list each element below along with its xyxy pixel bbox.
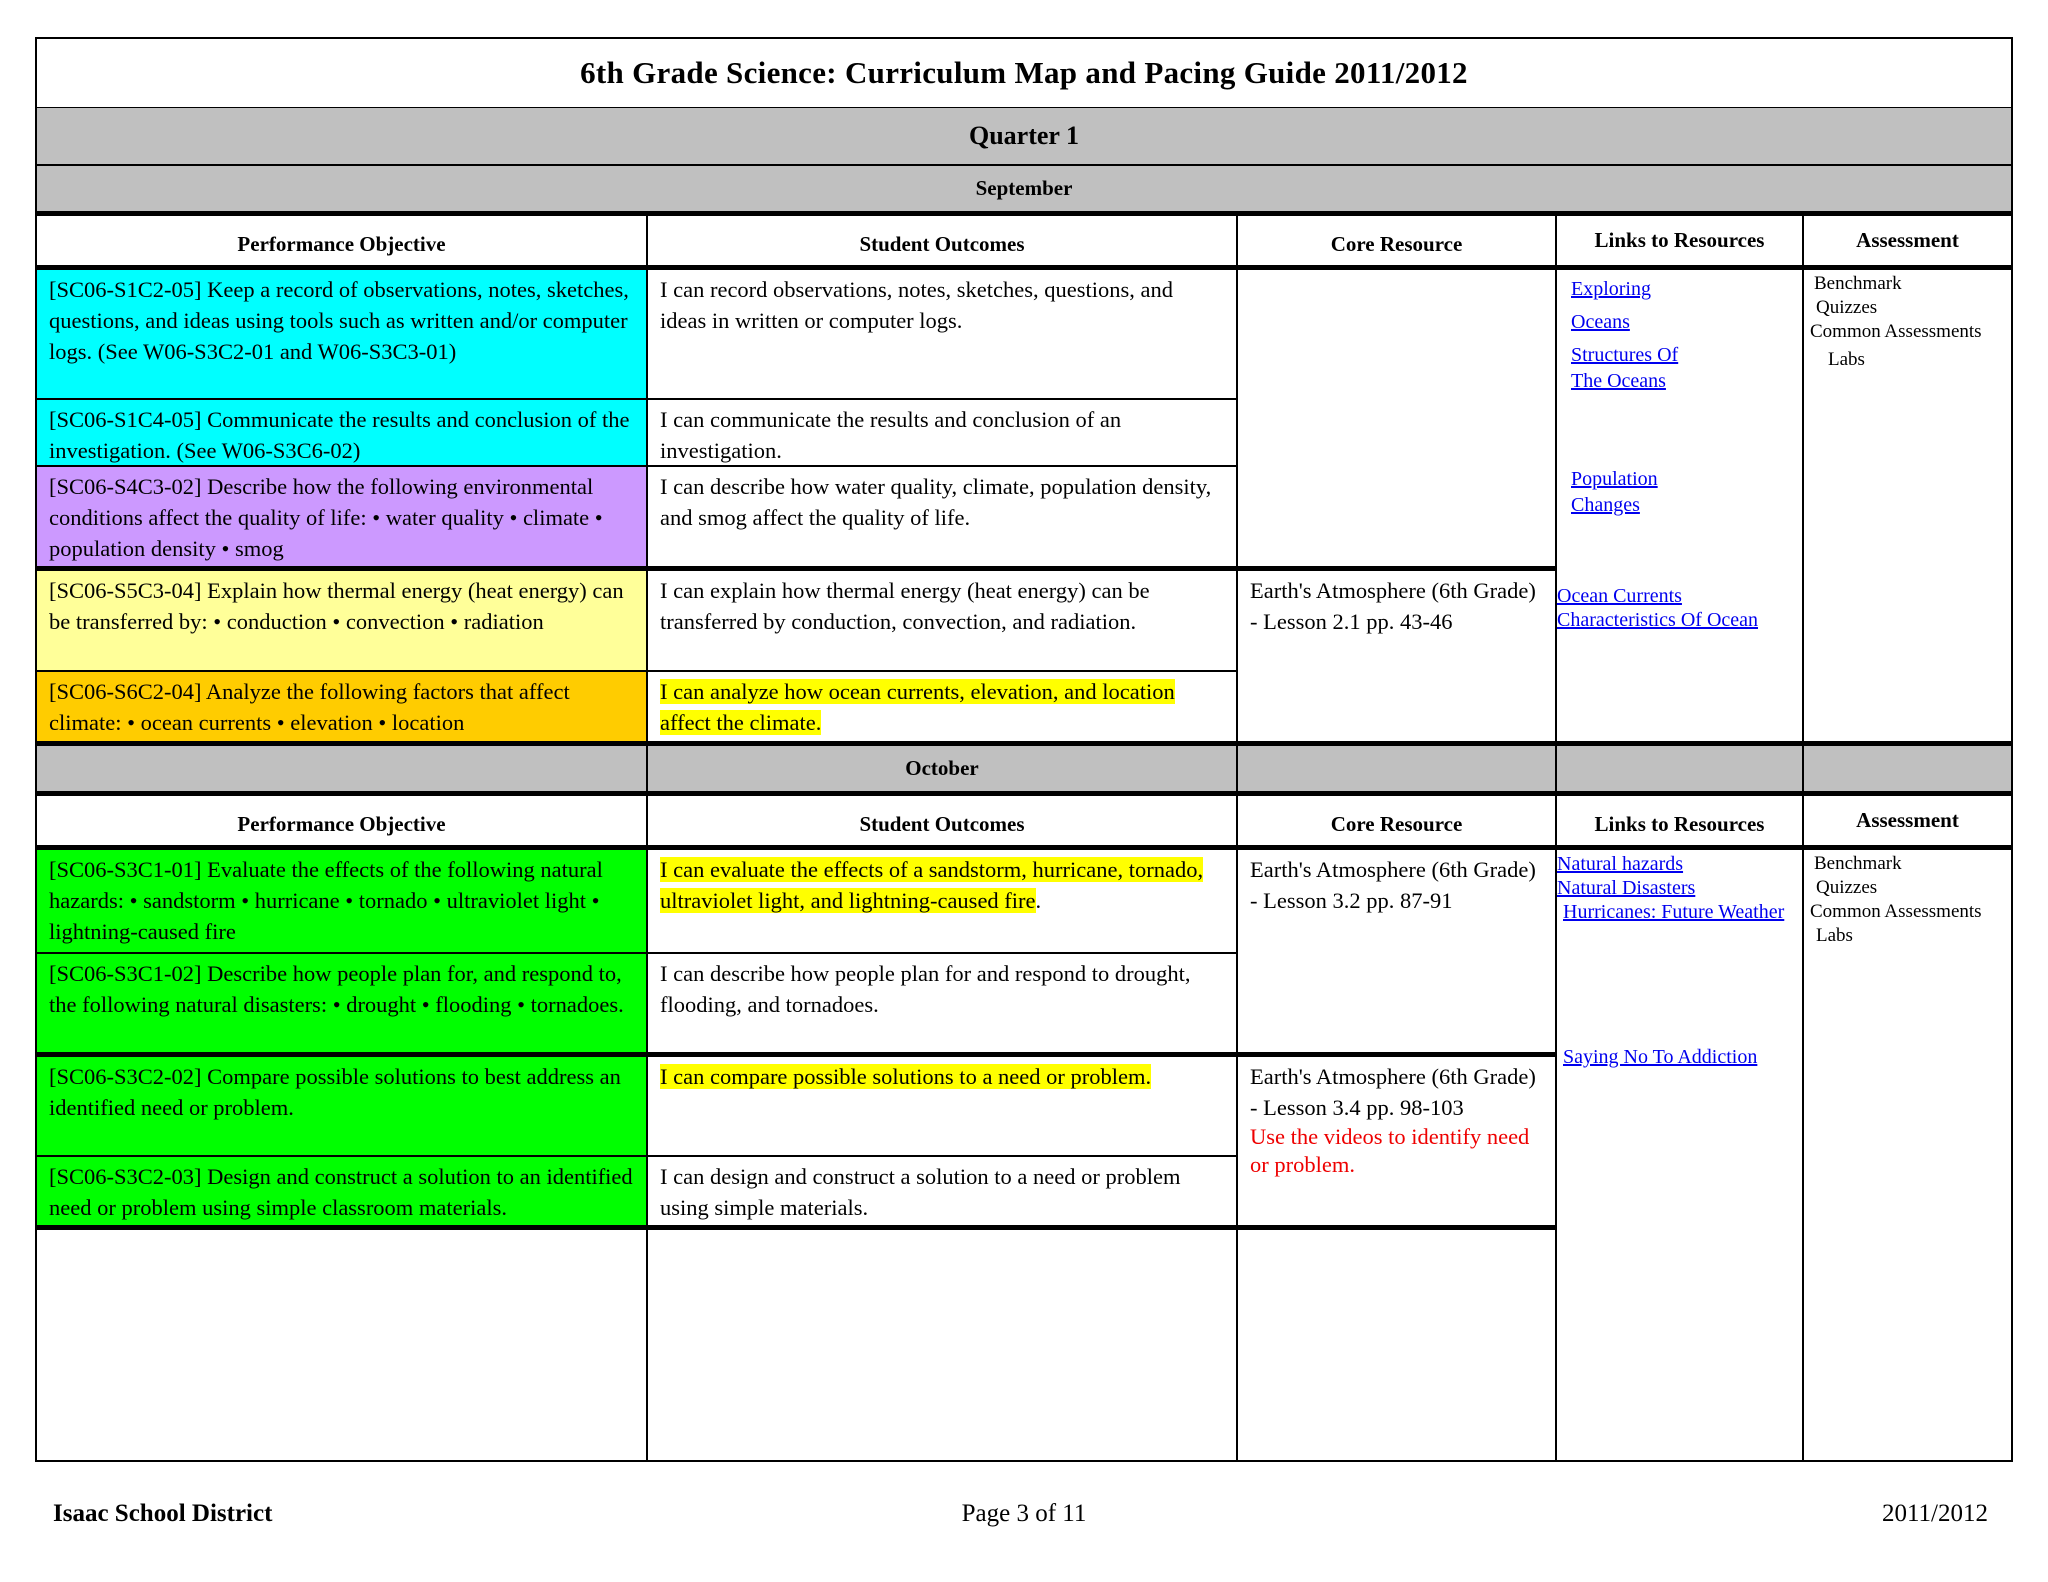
core-resource-lesson-2-1: Earth's Atmosphere (6th Grade) - Lesson 2.1 pp. 43-46: [1238, 571, 1557, 746]
objective-sc06-s5c3-04: [SC06-S5C3-04] Explain how thermal energy (heat energy) can be transferred by: • conduction • convection • radiation: [35, 571, 648, 672]
objective-sc06-s3c2-03: [SC06-S3C2-03] Design and construct a solution to an identified need or problem using simple classroom materials.: [35, 1157, 648, 1230]
quarter-banner: Quarter 1: [35, 108, 2013, 166]
outcome-sc06-s3c1-01: [648, 850, 1238, 954]
links-october: [1557, 850, 1804, 1462]
link-ocean-currents[interactable]: Ocean Currents: [1557, 585, 1682, 607]
objective-sc06-s3c2-02: [SC06-S3C2-02] Compare possible solutions to best address an identified need or problem.: [35, 1057, 648, 1157]
header-performance-objective: Performance Objective: [35, 216, 648, 270]
october-band-core: [1238, 746, 1557, 796]
assessment-labs: Labs: [1828, 349, 1865, 370]
outcome-highlight: I can compare possible solutions to a need or problem.: [660, 1064, 1152, 1089]
outcome-sc06-s3c1-02: I can describe how people plan for and respond to drought, flooding, and tornadoes.: [648, 954, 1238, 1057]
link-oceans[interactable]: Oceans: [1571, 311, 1630, 333]
objective-sc06-s3c1-02: [SC06-S3C1-02] Describe how people plan for, and respond to, the following natural disasters: • drought • flooding • tornadoes.: [35, 954, 648, 1057]
link-characteristics-of-ocean[interactable]: Characteristics Of Ocean: [1557, 609, 1759, 631]
footer-district: Isaac School District: [53, 1500, 273, 1527]
objective-sc06-s1c4-05: [SC06-S1C4-05] Communicate the results and conclusion of the investigation. (See W06-S3C6-02): [35, 400, 648, 467]
header-links-to-resources: Links to Resources: [1557, 216, 1804, 270]
assessment-benchmark-oct: Benchmark: [1814, 853, 1902, 874]
october-band-assessment: [1804, 746, 2013, 796]
assessment-october: [1804, 850, 2013, 1462]
header-student-outcomes: Student Outcomes: [648, 216, 1238, 270]
link-changes[interactable]: Changes: [1571, 494, 1640, 516]
outcome-period: .: [1035, 888, 1042, 913]
link-structures-of[interactable]: Structures Of: [1571, 344, 1679, 366]
header-student-outcomes-oct: Student Outcomes: [648, 796, 1238, 850]
assessment-september: [1804, 270, 2013, 746]
link-natural-disasters[interactable]: Natural Disasters: [1557, 877, 1696, 899]
core-resource-text: Earth's Atmosphere (6th Grade) - Lesson 3.4 pp. 98-103: [1250, 1064, 1536, 1120]
outcome-sc06-s6c2-04: [648, 672, 1238, 746]
link-population[interactable]: Population: [1571, 468, 1658, 490]
link-exploring[interactable]: Exploring: [1571, 278, 1651, 300]
outcome-sc06-s3c2-03: I can design and construct a solution to a need or problem using simple materials.: [648, 1157, 1238, 1230]
outcome-sc06-s3c2-02: [648, 1057, 1238, 1157]
assessment-common-oct: Common Assessments: [1810, 901, 1982, 922]
outcome-sc06-s1c4-05: I can communicate the results and conclusion of an investigation.: [648, 400, 1238, 467]
header-core-resource-oct: Core Resource: [1238, 796, 1557, 850]
empty-outcome-cell: [648, 1230, 1238, 1462]
link-natural-hazards[interactable]: Natural hazards: [1557, 853, 1684, 875]
empty-core-cell: [1238, 1230, 1557, 1462]
outcome-sc06-s1c2-05: I can record observations, notes, sketches, questions, and ideas in written or computer logs.: [648, 270, 1238, 400]
core-resource-note: Use the videos to identify need or problem.: [1250, 1124, 1530, 1177]
outcome-highlight: I can evaluate the effects of a sandstorm, hurricane, tornado, ultraviolet light, and lightning-caused fire: [660, 857, 1204, 913]
header-core-resource: Core Resource: [1238, 216, 1557, 270]
outcome-highlight: I can analyze how ocean currents, elevation, and location affect the climate.: [660, 679, 1175, 735]
link-the-oceans[interactable]: The Oceans: [1571, 370, 1666, 392]
assessment-quizzes: Quizzes: [1816, 297, 1878, 318]
objective-sc06-s1c2-05: [SC06-S1C2-05] Keep a record of observations, notes, sketches, questions, and ideas using tools such as written and/or computer logs. (See W06-S3C2-01 and W06-S3C3-01): [35, 270, 648, 400]
header-links-to-resources-oct: Links to Resources: [1557, 796, 1804, 850]
month-september: September: [35, 166, 2013, 216]
core-resource-lesson-3-2: Earth's Atmosphere (6th Grade) - Lesson 3.2 pp. 87-91: [1238, 850, 1557, 1057]
links-september: [1557, 270, 1804, 746]
link-hurricanes-future-weather[interactable]: Hurricanes: Future Weather: [1563, 901, 1785, 923]
assessment-quizzes-oct: Quizzes: [1816, 877, 1878, 898]
outcome-sc06-s5c3-04: I can explain how thermal energy (heat energy) can be transferred by conduction, convection, and radiation.: [648, 571, 1238, 672]
header-performance-objective-oct: Performance Objective: [35, 796, 648, 850]
assessment-common: Common Assessments: [1810, 321, 1982, 342]
header-assessment-oct: Assessment: [1804, 796, 2013, 850]
objective-sc06-s3c1-01: [SC06-S3C1-01] Evaluate the effects of the following natural hazards: • sandstorm • hurricane • tornado • ultraviolet light • lightning-caused fire: [35, 850, 648, 954]
october-band-left: [35, 746, 648, 796]
objective-sc06-s6c2-04: [SC06-S6C2-04] Analyze the following factors that affect climate: • ocean currents • elevation • location: [35, 672, 648, 746]
month-october: October: [648, 746, 1238, 796]
link-saying-no-to-addiction[interactable]: Saying No To Addiction: [1563, 1046, 1758, 1068]
outcome-sc06-s4c3-02: I can describe how water quality, climate, population density, and smog affect the quality of life.: [648, 467, 1238, 571]
page-title: 6th Grade Science: Curriculum Map and Pacing Guide 2011/2012: [35, 37, 2013, 109]
assessment-labs-oct: Labs: [1816, 925, 1853, 946]
empty-objective-cell: [35, 1230, 648, 1462]
core-resource-lesson-3-4: [1238, 1057, 1557, 1230]
assessment-benchmark: Benchmark: [1814, 273, 1902, 294]
footer-page-number: Page 3 of 11: [961, 1500, 1087, 1527]
objective-sc06-s4c3-02: [SC06-S4C3-02] Describe how the following environmental conditions affect the quality of life: • water quality • climate • population density • smog: [35, 467, 648, 571]
october-band-links: [1557, 746, 1804, 796]
header-assessment: Assessment: [1804, 216, 2013, 270]
core-resource-empty-sept-top: [1238, 270, 1557, 571]
footer-year: 2011/2012: [1881, 1500, 1988, 1527]
